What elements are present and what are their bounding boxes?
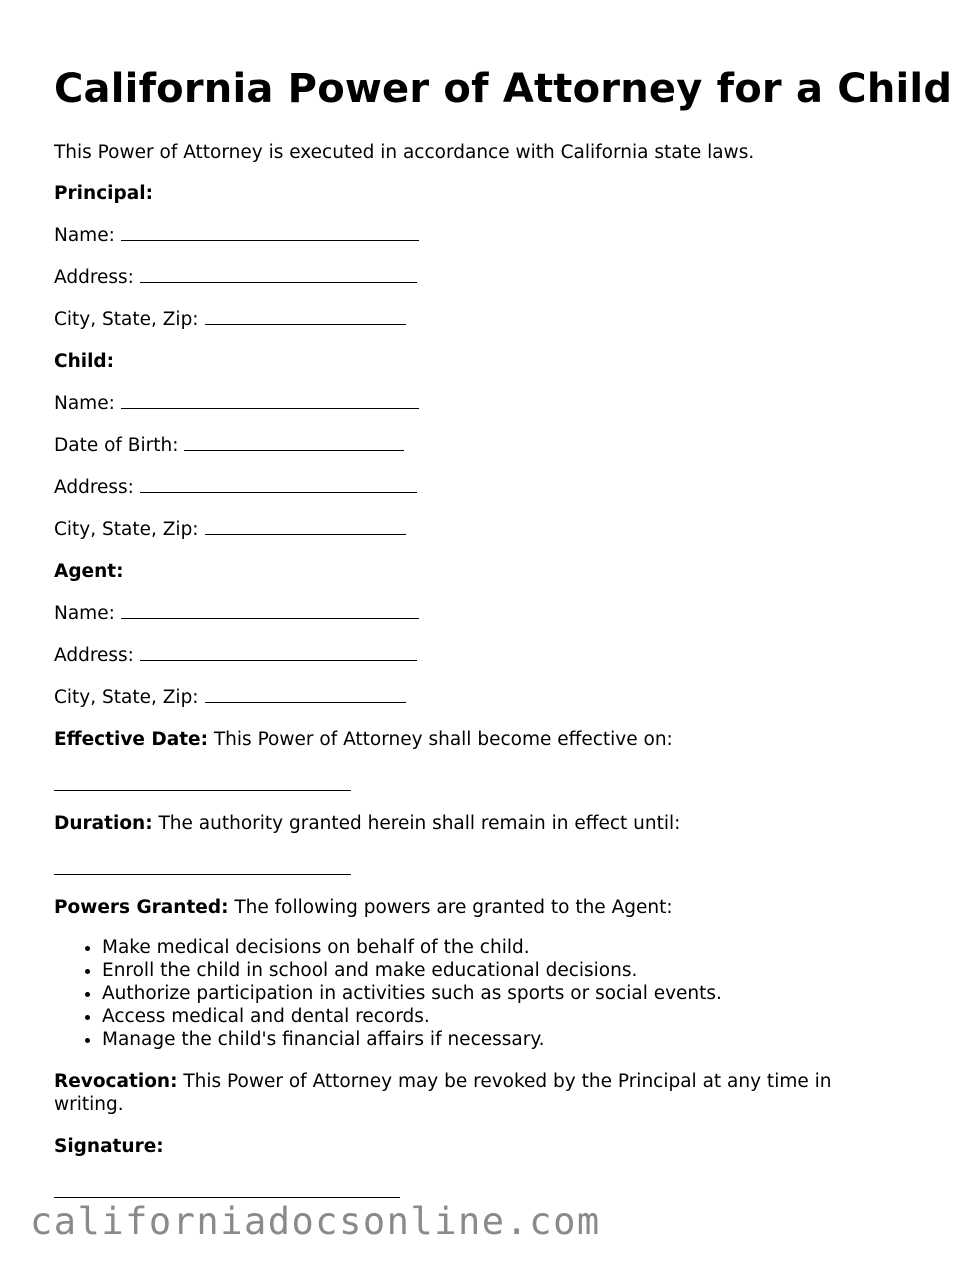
duration-text: Duration: The authority granted herein shall remain in effect until: — [54, 813, 681, 834]
principal-city-field[interactable] — [205, 308, 406, 325]
child-address-field[interactable] — [140, 476, 417, 493]
effective-date-field[interactable] — [54, 771, 351, 791]
child-address-label: Address: — [54, 477, 134, 498]
child-address-row — [54, 476, 417, 499]
revocation-label: Revocation: — [54, 1071, 178, 1092]
principal-name-row — [54, 224, 419, 247]
principal-address-row — [54, 266, 417, 289]
agent-city-field[interactable] — [205, 686, 406, 703]
watermark-text: californiadocsonline.com — [30, 1200, 601, 1243]
powers-granted-label: Powers Granted: — [54, 897, 229, 918]
effective-date-text: Effective Date: This Power of Attorney shall become effective on: — [54, 729, 673, 750]
powers-list — [54, 936, 722, 1051]
child-dob-field[interactable] — [184, 434, 404, 451]
effective-date-label: Effective Date: — [54, 729, 208, 750]
child-name-row — [54, 392, 419, 415]
principal-city-row — [54, 308, 406, 331]
child-heading: Child: — [54, 351, 115, 372]
agent-heading: Agent: — [54, 561, 124, 582]
agent-address-label: Address: — [54, 645, 134, 666]
signature-heading: Signature: — [54, 1136, 164, 1157]
intro-text: This Power of Attorney is executed in accordance with California state laws. — [54, 142, 755, 163]
document-title: California Power of Attorney for a Child — [54, 66, 953, 112]
agent-name-field[interactable] — [121, 602, 419, 619]
principal-city-label: City, State, Zip: — [54, 309, 199, 330]
duration-field[interactable] — [54, 855, 351, 875]
revocation-text: Revocation: This Power of Attorney may be revoked by the Principal at any time in writing. — [54, 1071, 832, 1115]
list-item: • Access medical and dental records. — [102, 1005, 722, 1028]
agent-city-row — [54, 686, 406, 709]
agent-city-label: City, State, Zip: — [54, 687, 199, 708]
child-name-label: Name: — [54, 393, 115, 414]
principal-address-field[interactable] — [140, 266, 417, 283]
principal-name-label: Name: — [54, 225, 115, 246]
agent-address-field[interactable] — [140, 644, 417, 661]
duration-label: Duration: — [54, 813, 153, 834]
child-dob-label: Date of Birth: — [54, 435, 179, 456]
child-city-row — [54, 518, 406, 541]
child-city-label: City, State, Zip: — [54, 519, 199, 540]
child-dob-row — [54, 434, 404, 457]
signature-field[interactable] — [54, 1178, 400, 1198]
powers-granted-text: Powers Granted: The following powers are granted to the Agent: — [54, 897, 673, 918]
list-item: • Make medical decisions on behalf of the child. — [102, 936, 722, 959]
child-city-field[interactable] — [205, 518, 406, 535]
agent-name-label: Name: — [54, 603, 115, 624]
agent-address-row — [54, 644, 417, 667]
child-name-field[interactable] — [121, 392, 419, 409]
list-item: • Enroll the child in school and make educational decisions. — [102, 959, 722, 982]
list-item: • Authorize participation in activities such as sports or social events. — [102, 982, 722, 1005]
principal-heading: Principal: — [54, 183, 153, 204]
principal-address-label: Address: — [54, 267, 134, 288]
agent-name-row — [54, 602, 419, 625]
list-item: • Manage the child's financial affairs if necessary. — [102, 1028, 722, 1051]
principal-name-field[interactable] — [121, 224, 419, 241]
